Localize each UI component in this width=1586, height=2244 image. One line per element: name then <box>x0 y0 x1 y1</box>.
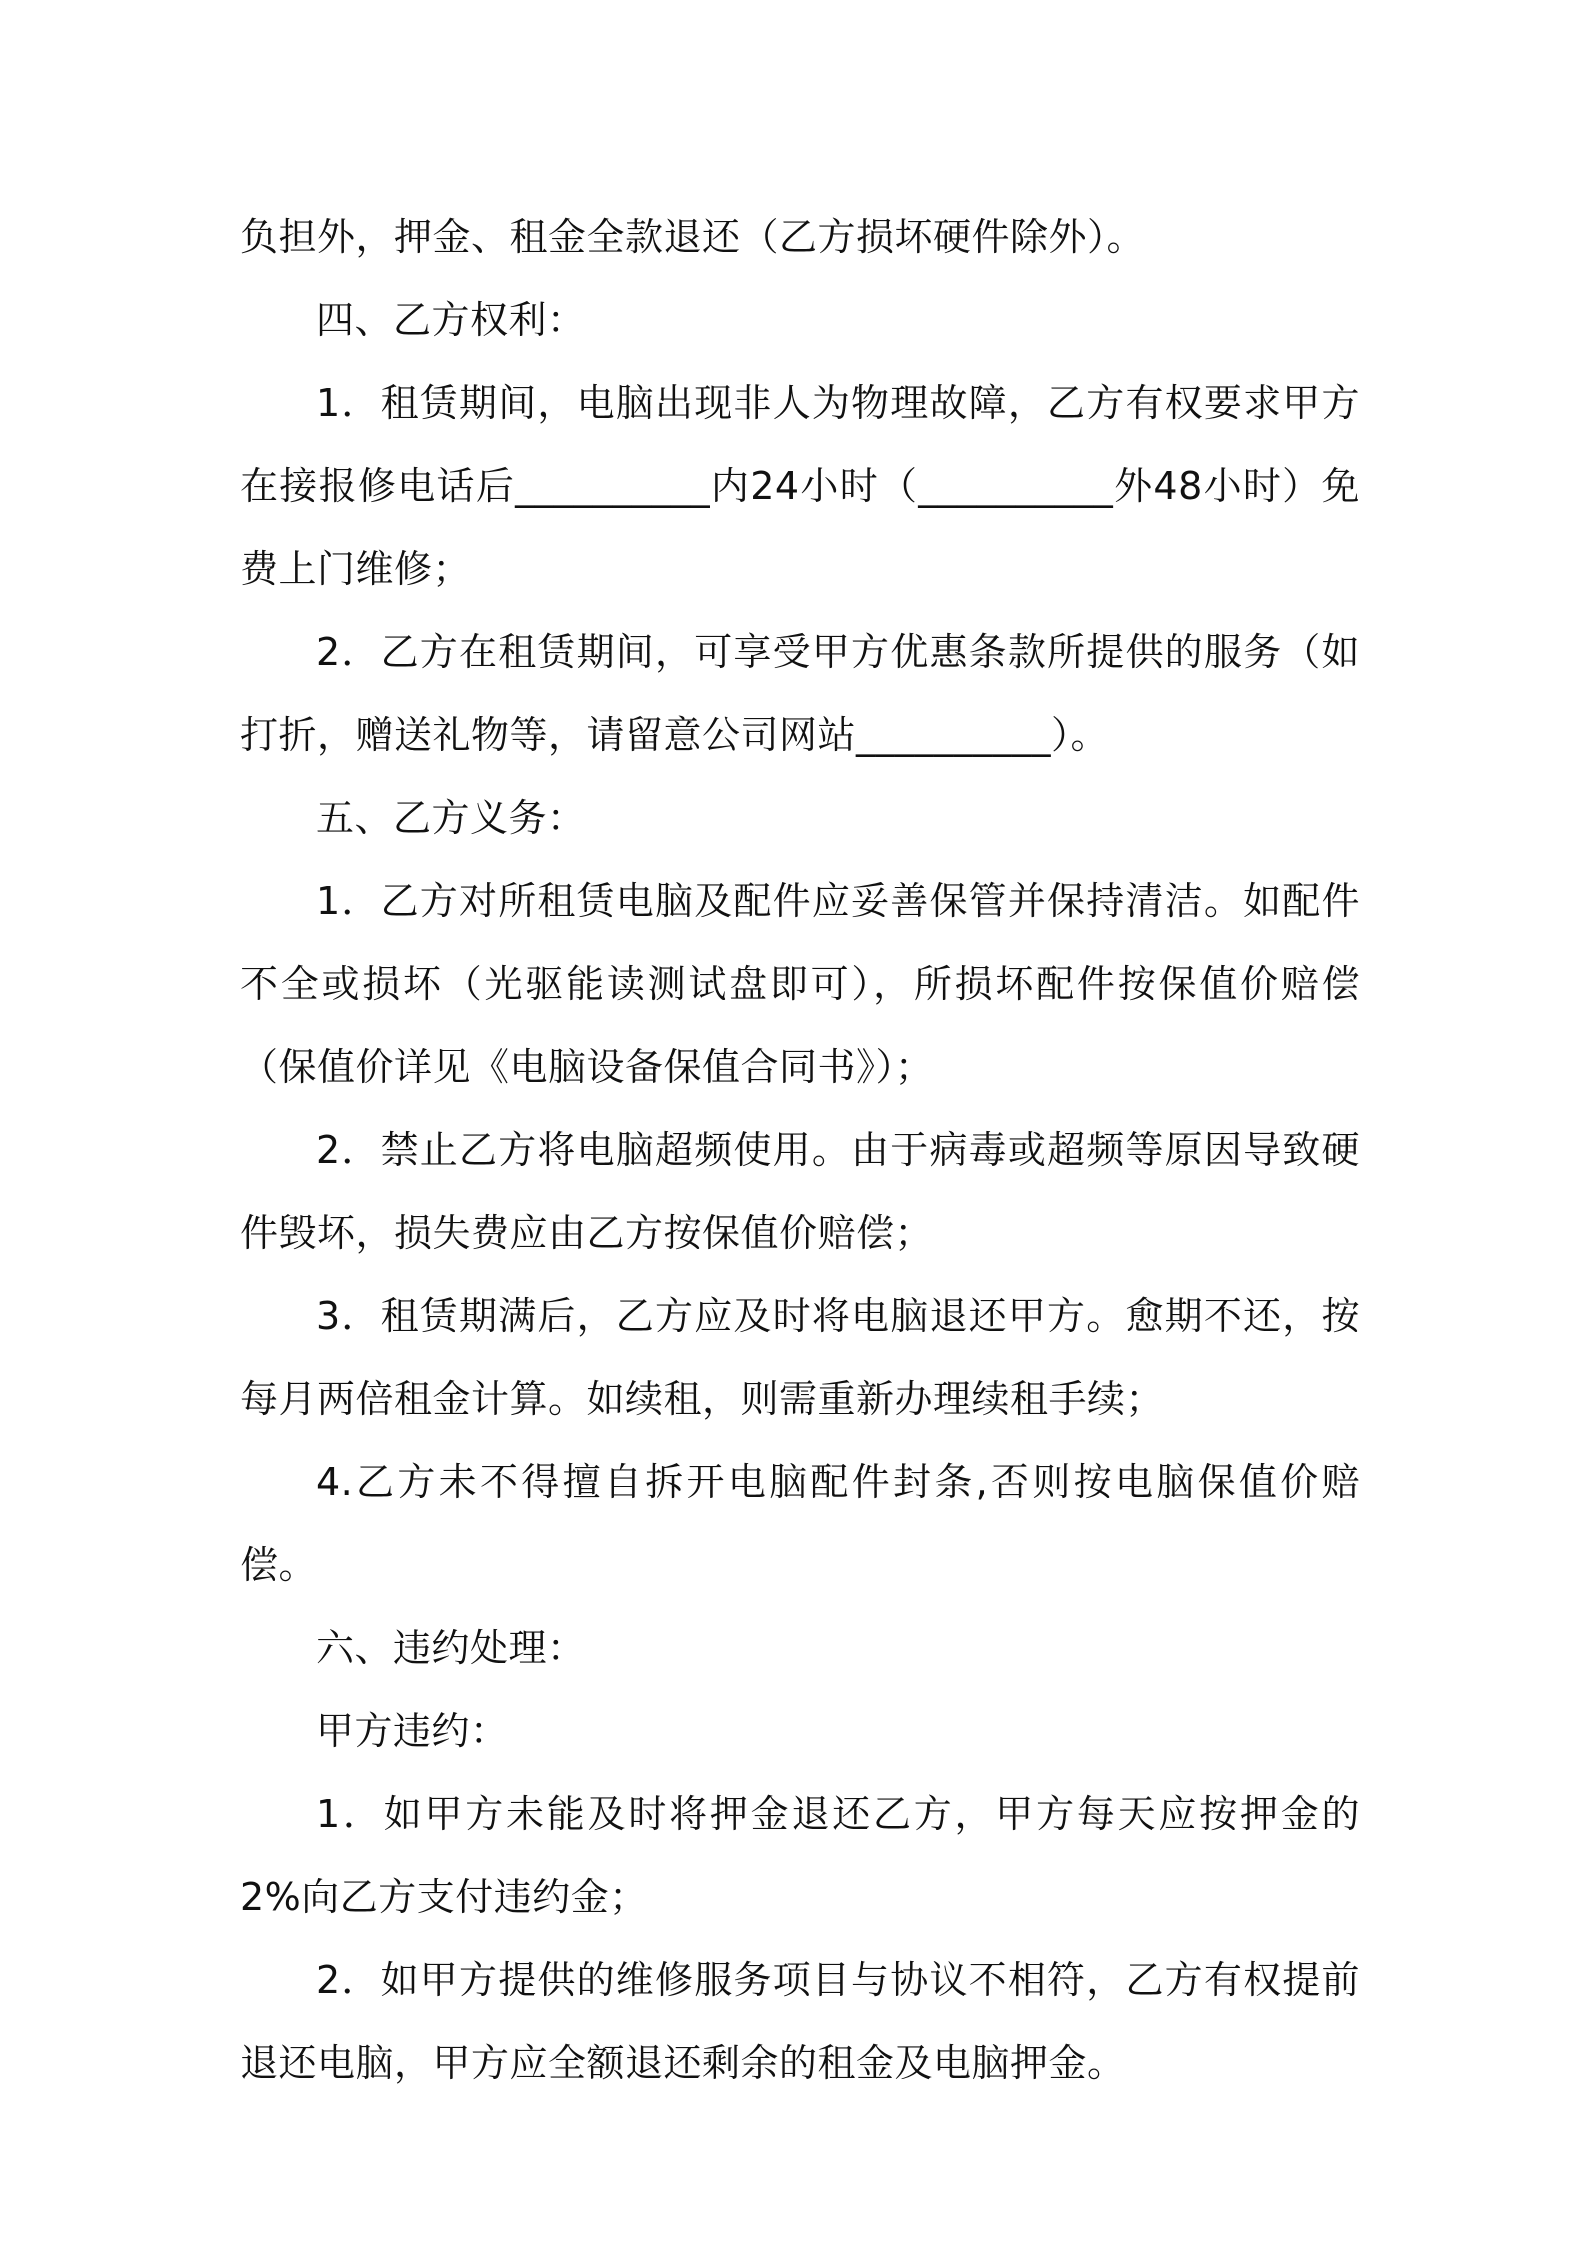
paragraph-discount-service: 2．乙方在租赁期间，可享受甲方优惠条款所提供的服务（如打折，赠送礼物等，请留意公司网站__________）。 <box>240 630 1360 757</box>
paragraph-repair-service: 1．租赁期间，电脑出现非人为物理故障，乙方有权要求甲方在接报修电话后__________内24小时（__________外48小时）免费上门维修； <box>240 381 1360 591</box>
subheading-party-a-breach: 甲方违约： <box>316 1709 509 1753</box>
heading-party-b-rights: 四、乙方权利： <box>316 298 586 342</box>
contract-body <box>240 196 1360 2105</box>
paragraph-no-seal-breaking: 4.乙方未不得擅自拆开电脑配件封条,否则按电脑保值价赔偿。 <box>240 1460 1360 1587</box>
paragraph-return-on-expiry: 3．租赁期满后，乙方应及时将电脑退还甲方。愈期不还，按每月两倍租金计算。如续租，则需重新办理续租手续； <box>240 1294 1360 1421</box>
paragraph-no-overclocking: 2．禁止乙方将电脑超频使用。由于病毒或超频等原因导致硬件毁坏，损失费应由乙方按保值价赔偿； <box>240 1128 1360 1255</box>
paragraph-care-of-equipment: 1．乙方对所租赁电脑及配件应妥善保管并保持清洁。如配件不全或损坏（光驱能读测试盘即可），所损坏配件按保值价赔偿（保值价详见《电脑设备保值合同书》）； <box>240 879 1360 1089</box>
paragraph-deposit-refund: 负担外，押金、租金全款退还（乙方损坏硬件除外）。 <box>240 215 1146 259</box>
paragraph-late-deposit-penalty: 1．如甲方未能及时将押金退还乙方，甲方每天应按押金的2%向乙方支付违约金； <box>240 1792 1360 1919</box>
heading-breach-handling: 六、违约处理： <box>316 1626 586 1670</box>
heading-party-b-obligations: 五、乙方义务： <box>316 796 586 840</box>
paragraph-service-mismatch: 2．如甲方提供的维修服务项目与协议不相符，乙方有权提前退还电脑，甲方应全额退还剩余的租金及电脑押金。 <box>240 1958 1360 2085</box>
